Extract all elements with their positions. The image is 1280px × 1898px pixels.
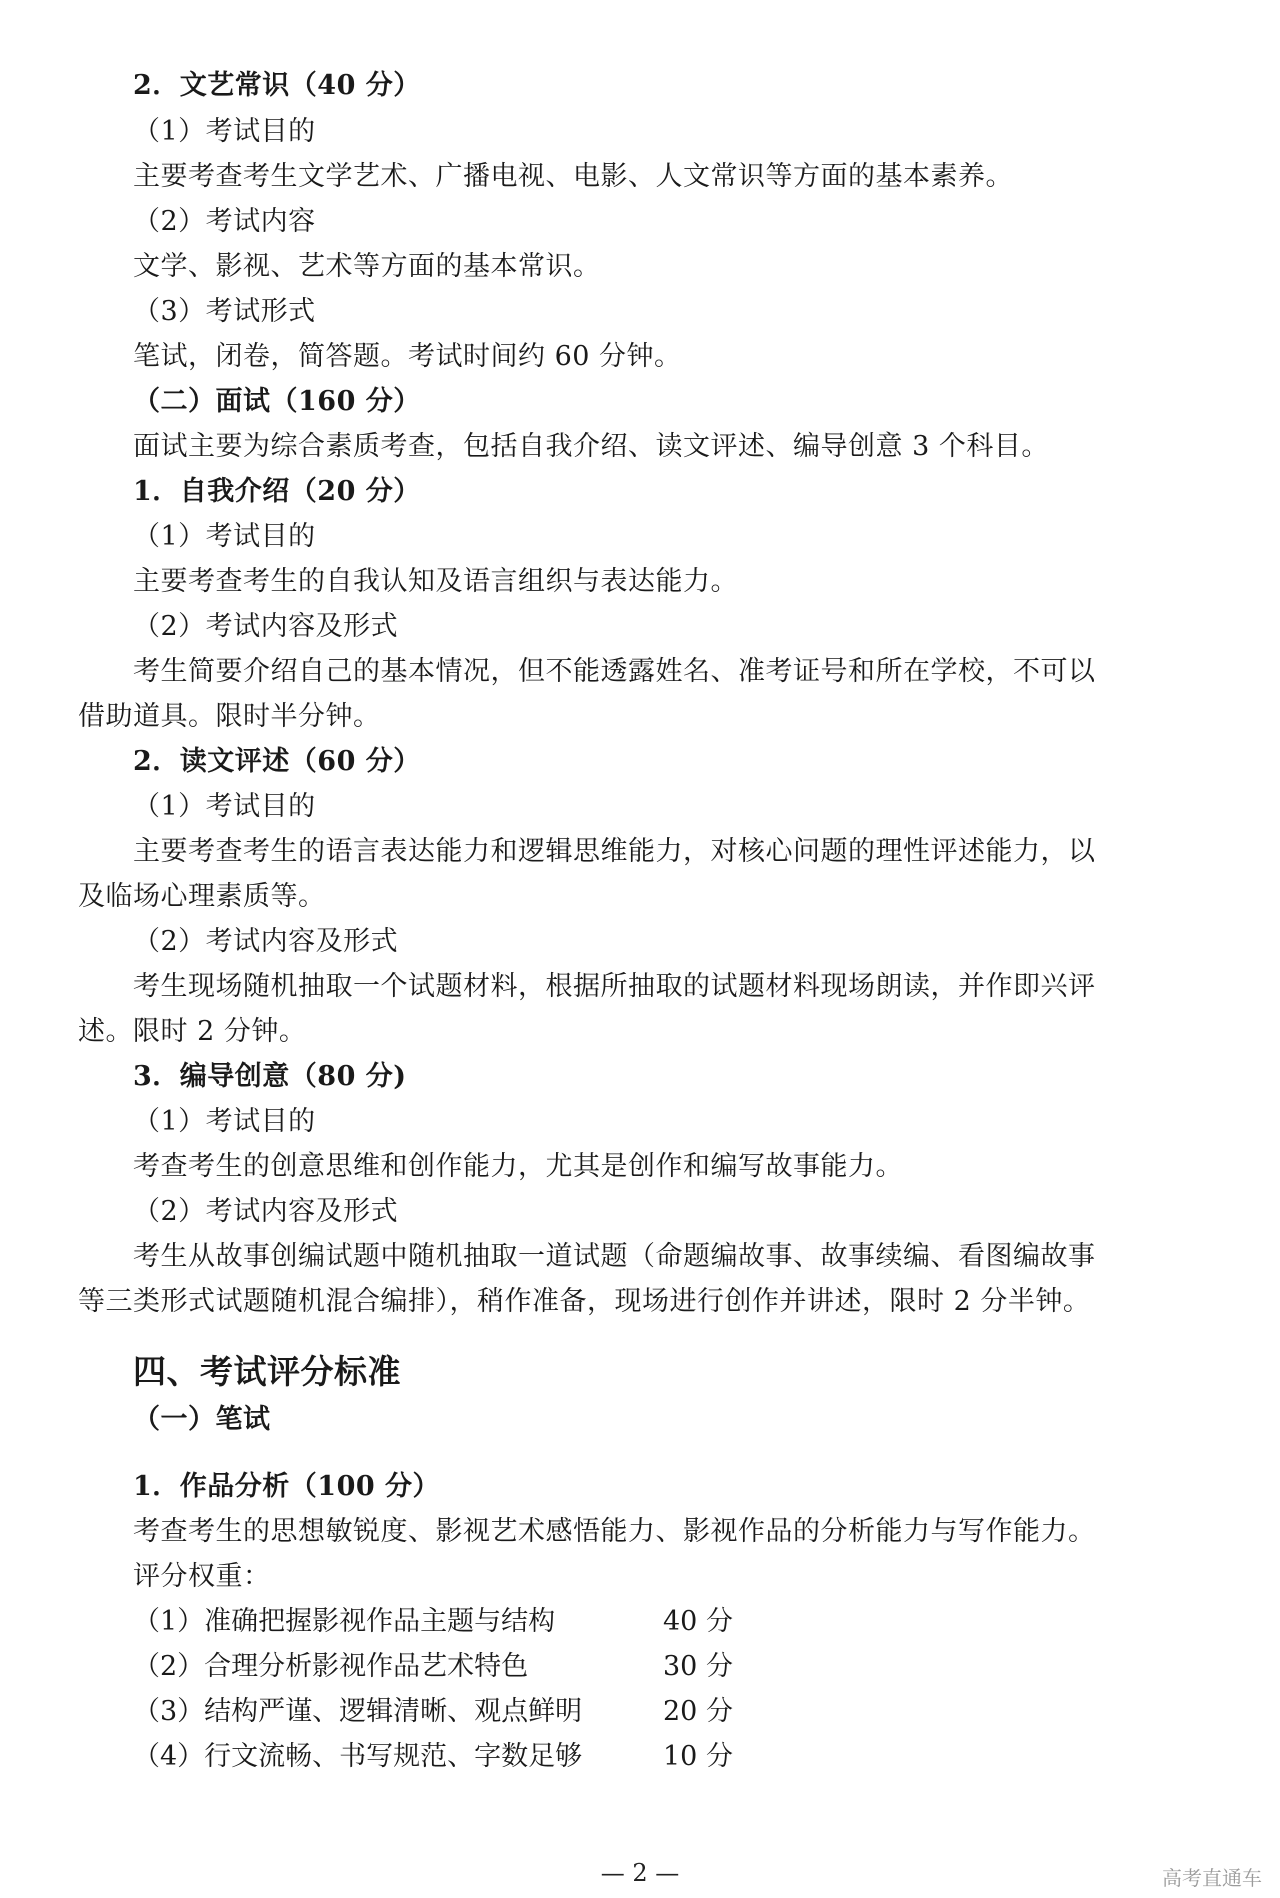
sub-heading: （1）考试目的: [133, 116, 316, 147]
section-heading: 1．自我介绍（20 分）: [133, 476, 421, 507]
paragraph: 主要考查考生的自我认知及语言组织与表达能力。: [133, 566, 738, 597]
paragraph: 主要考查考生文学艺术、广播电视、电影、人文常识等方面的基本素养。: [133, 161, 1013, 192]
paragraph: 评分权重：: [133, 1561, 271, 1592]
score-criterion: （1）准确把握影视作品主题与结构: [133, 1606, 556, 1637]
page-number: — 2 —: [600, 1859, 680, 1887]
chapter-heading: 四、考试评分标准: [133, 1352, 401, 1391]
sub-heading: （1）考试目的: [133, 1106, 316, 1137]
watermark: 高考直通车: [1162, 1866, 1262, 1890]
section-heading: （二）面试（160 分）: [133, 386, 421, 417]
score-criterion: （4）行文流畅、书写规范、字数足够: [133, 1741, 583, 1772]
score-row: [133, 1740, 733, 1774]
sub-heading: （2）考试内容及形式: [133, 611, 399, 642]
paragraph-continuation: 述。限时 2 分钟。: [78, 1016, 307, 1047]
paragraph: 考查考生的创意思维和创作能力，尤其是创作和编写故事能力。: [133, 1151, 903, 1182]
score-row: [133, 1650, 733, 1684]
sub-heading: （1）考试目的: [133, 521, 316, 552]
sub-heading: （2）考试内容: [133, 206, 316, 237]
score-points: 20 分: [663, 1696, 733, 1727]
score-points: 30 分: [663, 1651, 733, 1682]
paragraph: 考查考生的思想敏锐度、影视艺术感悟能力、影视作品的分析能力与写作能力。: [133, 1516, 1096, 1547]
score-criterion: （3）结构严谨、逻辑清晰、观点鲜明: [133, 1696, 583, 1727]
paragraph: 考生简要介绍自己的基本情况，但不能透露姓名、准考证号和所在学校，不可以: [133, 656, 1096, 687]
section-heading: 3．编导创意（80 分): [133, 1061, 407, 1092]
paragraph-continuation: 借助道具。限时半分钟。: [78, 701, 381, 732]
paragraph: 考生从故事创编试题中随机抽取一道试题（命题编故事、故事续编、看图编故事: [133, 1241, 1096, 1272]
sub-heading: （2）考试内容及形式: [133, 1196, 399, 1227]
score-row: [133, 1605, 733, 1639]
paragraph: 考生现场随机抽取一个试题材料，根据所抽取的试题材料现场朗读，并作即兴评: [133, 971, 1096, 1002]
section-heading: 2．文艺常识（40 分）: [133, 70, 421, 101]
sub-heading: （3）考试形式: [133, 296, 316, 327]
paragraph: 面试主要为综合素质考查，包括自我介绍、读文评述、编导创意 3 个科目。: [133, 431, 1049, 462]
score-points: 10 分: [663, 1741, 733, 1772]
section-heading: （一）笔试: [133, 1404, 271, 1435]
paragraph: 主要考查考生的语言表达能力和逻辑思维能力，对核心问题的理性评述能力，以: [133, 836, 1096, 867]
sub-heading: （1）考试目的: [133, 791, 316, 822]
section-heading: 1．作品分析（100 分）: [133, 1471, 441, 1502]
paragraph-continuation: 及临场心理素质等。: [78, 881, 326, 912]
paragraph-continuation: 等三类形式试题随机混合编排），稍作准备，现场进行创作并讲述，限时 2 分半钟。: [78, 1286, 1091, 1317]
score-criterion: （2）合理分析影视作品艺术特色: [133, 1651, 529, 1682]
paragraph: 笔试，闭卷，简答题。考试时间约 60 分钟。: [133, 341, 682, 372]
score-points: 40 分: [663, 1606, 733, 1637]
paragraph: 文学、影视、艺术等方面的基本常识。: [133, 251, 601, 282]
section-heading: 2．读文评述（60 分）: [133, 746, 421, 777]
score-row: [133, 1695, 733, 1729]
sub-heading: （2）考试内容及形式: [133, 926, 399, 957]
